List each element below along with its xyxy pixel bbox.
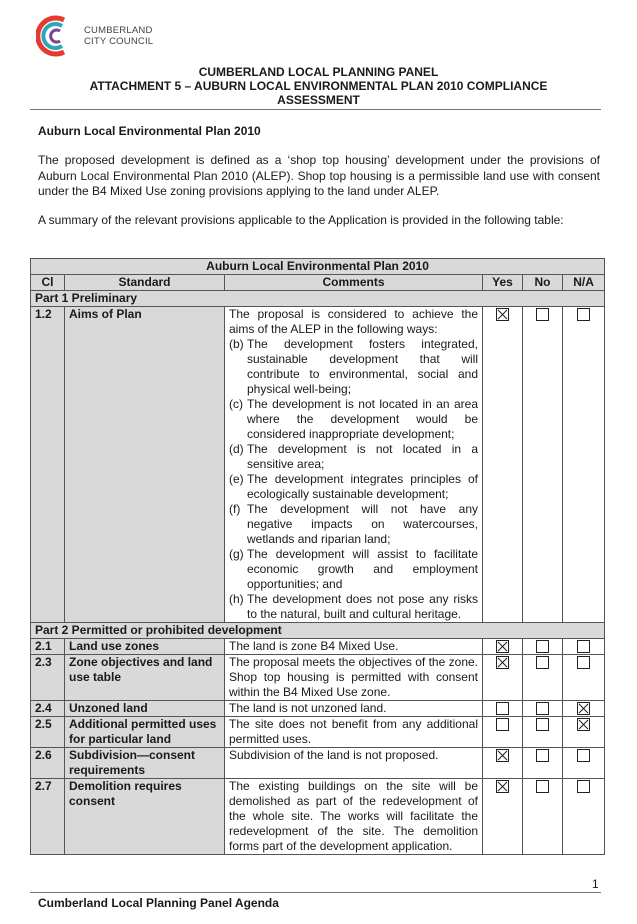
aims-item-text: The development is not located in a sensitive area; [247, 442, 478, 471]
table-banner [31, 259, 605, 275]
footer-divider [30, 892, 601, 893]
clause-number: 2.1 [31, 639, 65, 655]
aims-item-text: The development fosters integrated, sustainable development that will contribute to environmental, social and physical well-being; [247, 337, 478, 396]
standard-name: Additional permitted uses for particular land [65, 717, 225, 748]
table-row [31, 717, 605, 748]
yes-cell [483, 748, 523, 779]
na-checkbox[interactable] [577, 640, 590, 653]
aims-item-text: The development integrates principles of ecologically sustainable development; [247, 472, 478, 501]
attachment-title: ATTACHMENT 5 – AUBURN LOCAL ENVIRONMENTAL PLAN 2010 COMPLIANCE [89, 79, 548, 93]
page-number: 1 [592, 877, 599, 891]
yes-cell [483, 655, 523, 701]
comment-cell: The site does not benefit from any additional permitted uses. [225, 717, 483, 748]
comment-cell: The existing buildings on the site will be demolished as part of the redevelopment of the whole site. The works will facilitate the redevelopment of the site. The demolition forms part of the development application. [225, 779, 483, 855]
logo-line-1: CUMBERLAND [84, 25, 153, 36]
aims-list-item [229, 547, 478, 592]
part-2-heading: Part 2 Permitted or prohibited development [31, 623, 605, 639]
no-checkbox[interactable] [536, 702, 549, 715]
na-cell [563, 748, 605, 779]
header-comments: Comments [225, 275, 483, 291]
standard-name: Aims of Plan [65, 307, 225, 623]
no-cell [523, 717, 563, 748]
yes-cell [483, 779, 523, 855]
council-logo-mark [36, 12, 76, 60]
comment-cell: The land is not unzoned land. [225, 701, 483, 717]
footer-title: Cumberland Local Planning Panel Agenda [38, 896, 279, 910]
yes-cell [483, 639, 523, 655]
comment-cell: The land is zone B4 Mixed Use. [225, 639, 483, 655]
council-logo [36, 12, 236, 64]
aims-list-item [229, 502, 478, 547]
no-cell [523, 701, 563, 717]
standard-name: Demolition requires consent [65, 779, 225, 855]
standard-name: Land use zones [65, 639, 225, 655]
aims-item-label: (b) [229, 337, 244, 351]
aims-list-item [229, 397, 478, 442]
clause-number: 2.3 [31, 655, 65, 701]
no-cell [523, 748, 563, 779]
aims-item-label: (c) [229, 397, 243, 411]
aims-list-item [229, 337, 478, 397]
aims-intro: The proposal is considered to achieve the aims of the ALEP in the following ways: [229, 307, 478, 336]
na-cell [563, 779, 605, 855]
na-checkbox[interactable] [577, 718, 590, 731]
yes-checkbox[interactable] [496, 640, 509, 653]
no-checkbox[interactable] [536, 780, 549, 793]
council-logo-text [84, 26, 153, 47]
aims-list-item [229, 592, 478, 622]
attachment-title-cont: ASSESSMENT [277, 93, 360, 107]
na-checkbox[interactable] [577, 749, 590, 762]
yes-checkbox[interactable] [496, 780, 509, 793]
table-row [31, 655, 605, 701]
yes-checkbox[interactable] [496, 718, 509, 731]
header-standard: Standard [65, 275, 225, 291]
comment-cell: Subdivision of the land is not proposed. [225, 748, 483, 779]
comment-cell: The proposal meets the objectives of the zone. Shop top housing is permitted with consent within the B4 Mixed Use zone. [225, 655, 483, 701]
header-divider [30, 109, 601, 110]
compliance-table [30, 258, 605, 855]
no-cell [523, 307, 563, 623]
standard-name: Zone objectives and land use table [65, 655, 225, 701]
clause-number: 2.7 [31, 779, 65, 855]
yes-cell [483, 717, 523, 748]
panel-title: CUMBERLAND LOCAL PLANNING PANEL [198, 65, 439, 79]
header-na: N/A [563, 275, 605, 291]
table-banner-title: Auburn Local Environmental Plan 2010 [31, 259, 605, 275]
clause-number: 2.6 [31, 748, 65, 779]
header-yes: Yes [483, 275, 523, 291]
na-checkbox[interactable] [577, 656, 590, 669]
section-title: Auburn Local Environmental Plan 2010 [38, 124, 261, 138]
na-cell [563, 307, 605, 623]
na-checkbox[interactable] [577, 308, 590, 321]
intro-paragraph: The proposed development is defined as a ‘shop top housing’ development under the provisions of Auburn Local Environmental Plan 2010 (ALEP). Shop top housing is a permissible land use with consent under the B4 Mixed Use zoning provisions applying to the land under ALEP. [38, 153, 600, 198]
comment-cell [225, 307, 483, 623]
yes-cell [483, 701, 523, 717]
no-checkbox[interactable] [536, 656, 549, 669]
table-row-aims [31, 307, 605, 623]
standard-name: Subdivision—consent requirements [65, 748, 225, 779]
table-row [31, 748, 605, 779]
na-cell [563, 639, 605, 655]
na-cell [563, 717, 605, 748]
no-checkbox[interactable] [536, 308, 549, 321]
part-1-heading: Part 1 Preliminary [31, 291, 605, 307]
aims-item-text: The development is not located in an area where the development would be considered inappropriate development; [247, 397, 478, 441]
standard-name: Unzoned land [65, 701, 225, 717]
aims-list-item [229, 442, 478, 472]
aims-item-label: (h) [229, 592, 244, 606]
clause-number: 2.5 [31, 717, 65, 748]
yes-checkbox[interactable] [496, 702, 509, 715]
no-cell [523, 639, 563, 655]
aims-item-text: The development will not have any negative impacts on watercourses, wetlands and riparian land; [247, 502, 478, 546]
no-checkbox[interactable] [536, 718, 549, 731]
yes-checkbox[interactable] [496, 656, 509, 669]
aims-list [229, 337, 478, 622]
table-header-row [31, 275, 605, 291]
logo-line-2: CITY COUNCIL [84, 35, 154, 47]
yes-cell [483, 307, 523, 623]
no-cell [523, 655, 563, 701]
summary-paragraph: A summary of the relevant provisions applicable to the Application is provided in the following table: [38, 213, 564, 227]
header-cl: Cl [31, 275, 65, 291]
table-row [31, 779, 605, 855]
aims-item-text: The development will assist to facilitate economic growth and employment opportunities; and [247, 547, 478, 591]
header-no: No [523, 275, 563, 291]
no-checkbox[interactable] [536, 640, 549, 653]
no-cell [523, 779, 563, 855]
part-1-row [31, 291, 605, 307]
yes-checkbox[interactable] [496, 308, 509, 321]
aims-item-text: The development does not pose any risks to the natural, built and cultural heritage. [247, 592, 478, 621]
yes-checkbox[interactable] [496, 749, 509, 762]
aims-item-label: (d) [229, 442, 244, 456]
table-row [31, 639, 605, 655]
aims-item-label: (g) [229, 547, 244, 561]
aims-item-label: (e) [229, 472, 244, 486]
aims-list-item [229, 472, 478, 502]
aims-item-label: (f) [229, 502, 241, 516]
na-cell [563, 655, 605, 701]
na-cell [563, 701, 605, 717]
na-checkbox[interactable] [577, 780, 590, 793]
clause-number: 2.4 [31, 701, 65, 717]
part-2-row [31, 623, 605, 639]
clause-number: 1.2 [31, 307, 65, 623]
na-checkbox[interactable] [577, 702, 590, 715]
no-checkbox[interactable] [536, 749, 549, 762]
table-row [31, 701, 605, 717]
